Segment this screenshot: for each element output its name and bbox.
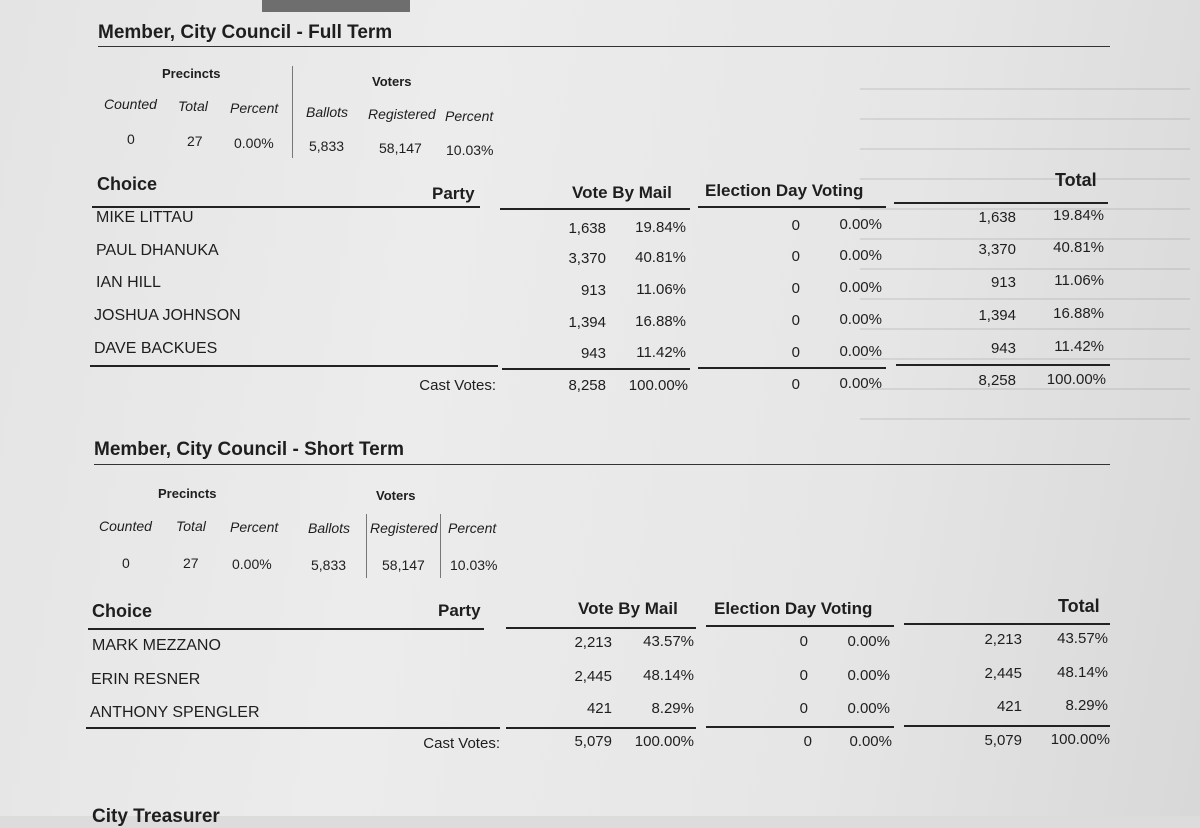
cast-vbm-percent: 100.00% bbox=[634, 733, 694, 750]
cast-rule-vbm bbox=[502, 368, 690, 370]
candidate-name: PAUL DHANUKA bbox=[96, 242, 219, 259]
vbm-votes: 943 bbox=[580, 345, 606, 362]
eday-percent: 0.00% bbox=[839, 279, 882, 296]
total-votes: 3,370 bbox=[978, 241, 1016, 258]
cast-eday: 0 bbox=[791, 376, 800, 393]
stat-header-registered: Registered bbox=[370, 520, 438, 536]
header-rule-choice bbox=[92, 206, 480, 208]
cast-rule-total bbox=[896, 364, 1110, 366]
cast-vbm-percent: 100.00% bbox=[628, 377, 688, 394]
col-choice: Choice bbox=[97, 174, 158, 194]
vbm-votes: 913 bbox=[580, 282, 606, 299]
total-percent: 19.84% bbox=[1053, 207, 1104, 224]
cast-total-percent: 100.00% bbox=[1046, 371, 1106, 388]
eday-votes: 0 bbox=[791, 217, 800, 234]
eday-percent: 0.00% bbox=[839, 247, 882, 264]
cast-votes-label: Cast Votes: bbox=[423, 735, 500, 752]
cast-vbm: 5,079 bbox=[574, 733, 612, 750]
vbm-votes: 2,445 bbox=[574, 668, 612, 685]
stat-total: 27 bbox=[187, 133, 203, 149]
stat-header-voter-percent: Percent bbox=[448, 520, 497, 536]
total-percent: 16.88% bbox=[1053, 305, 1104, 322]
total-percent: 48.14% bbox=[1057, 664, 1108, 681]
header-rule-eday bbox=[698, 206, 886, 208]
candidate-name: MARK MEZZANO bbox=[92, 637, 221, 654]
header-rule-total bbox=[894, 202, 1108, 204]
vbm-votes: 421 bbox=[586, 700, 612, 717]
stat-header-counted: Counted bbox=[99, 518, 152, 534]
cast-rule-vbm bbox=[506, 727, 696, 729]
header-rule-eday bbox=[706, 625, 894, 627]
stat-counted: 0 bbox=[127, 131, 135, 147]
total-votes: 943 bbox=[990, 340, 1016, 357]
eday-votes: 0 bbox=[791, 248, 800, 265]
stat-total: 27 bbox=[183, 555, 199, 571]
vbm-percent: 43.57% bbox=[643, 633, 694, 650]
title-rule bbox=[94, 464, 1110, 465]
race-title: Member, City Council - Short Term bbox=[94, 439, 405, 460]
vbm-percent: 8.29% bbox=[651, 700, 694, 717]
total-votes: 2,213 bbox=[984, 631, 1022, 648]
eday-votes: 0 bbox=[791, 280, 800, 297]
total-votes: 1,638 bbox=[978, 209, 1016, 226]
col-total: Total bbox=[1055, 170, 1097, 190]
eday-percent: 0.00% bbox=[839, 343, 882, 360]
stat-ballots: 5,833 bbox=[311, 557, 347, 573]
cast-rule-choice bbox=[86, 727, 500, 729]
stat-header-ballots: Ballots bbox=[306, 104, 349, 120]
col-party: Party bbox=[432, 184, 475, 203]
cast-rule-choice bbox=[90, 365, 498, 367]
eday-percent: 0.00% bbox=[847, 700, 890, 717]
vbm-percent: 11.06% bbox=[636, 281, 686, 298]
stat-header-counted: Counted bbox=[104, 96, 157, 112]
stat-header-total: Total bbox=[176, 518, 206, 534]
eday-percent: 0.00% bbox=[847, 633, 890, 650]
eday-votes: 0 bbox=[791, 312, 800, 329]
total-percent: 40.81% bbox=[1053, 239, 1104, 256]
col-election-day: Election Day Voting bbox=[714, 599, 873, 618]
col-vote-by-mail: Vote By Mail bbox=[572, 183, 672, 202]
stat-header-ballots: Ballots bbox=[308, 520, 351, 536]
total-percent: 43.57% bbox=[1057, 630, 1108, 647]
eday-votes: 0 bbox=[799, 700, 808, 717]
candidate-name: IAN HILL bbox=[96, 274, 161, 291]
stat-registered: 58,147 bbox=[379, 140, 422, 156]
col-total: Total bbox=[1058, 596, 1100, 616]
stat-voter-percent: 10.03% bbox=[446, 142, 494, 158]
cast-rule-eday bbox=[706, 726, 894, 728]
vbm-percent: 19.84% bbox=[635, 219, 686, 236]
vbm-percent: 16.88% bbox=[635, 313, 686, 330]
stat-registered: 58,147 bbox=[382, 557, 425, 573]
stat-divider bbox=[440, 514, 441, 578]
voters-label: Voters bbox=[372, 74, 412, 89]
col-election-day: Election Day Voting bbox=[705, 181, 864, 200]
cast-total: 5,079 bbox=[984, 732, 1022, 749]
stat-divider bbox=[292, 66, 293, 158]
col-party: Party bbox=[438, 601, 481, 620]
stat-voter-percent: 10.03% bbox=[450, 557, 498, 573]
total-votes: 421 bbox=[996, 698, 1022, 715]
stat-header-total: Total bbox=[178, 98, 208, 114]
race-title: Member, City Council - Full Term bbox=[98, 22, 393, 43]
stat-ballots: 5,833 bbox=[309, 138, 345, 154]
cast-eday-percent: 0.00% bbox=[849, 733, 892, 750]
candidate-name: DAVE BACKUES bbox=[94, 340, 218, 357]
stat-percent: 0.00% bbox=[232, 556, 272, 572]
header-rule-choice bbox=[88, 628, 484, 630]
vbm-votes: 1,638 bbox=[568, 220, 606, 237]
total-percent: 11.06% bbox=[1054, 272, 1104, 289]
eday-percent: 0.00% bbox=[847, 667, 890, 684]
eday-percent: 0.00% bbox=[839, 216, 882, 233]
vbm-percent: 11.42% bbox=[636, 344, 686, 361]
total-votes: 2,445 bbox=[984, 665, 1022, 682]
total-votes: 1,394 bbox=[978, 307, 1016, 324]
cast-eday: 0 bbox=[803, 733, 812, 750]
vbm-percent: 48.14% bbox=[643, 667, 694, 684]
precincts-label: Precincts bbox=[158, 486, 217, 501]
header-rule-vbm bbox=[500, 208, 690, 210]
eday-votes: 0 bbox=[799, 667, 808, 684]
total-votes: 913 bbox=[990, 274, 1016, 291]
cast-eday-percent: 0.00% bbox=[839, 375, 882, 392]
header-rule-total bbox=[904, 623, 1110, 625]
vbm-votes: 1,394 bbox=[568, 314, 606, 331]
candidate-name: JOSHUA JOHNSON bbox=[94, 307, 241, 324]
next-section-title: City Treasurer bbox=[92, 806, 220, 827]
col-choice: Choice bbox=[92, 601, 153, 621]
vbm-percent: 40.81% bbox=[635, 249, 686, 266]
title-rule bbox=[98, 46, 1110, 47]
cast-vbm: 8,258 bbox=[568, 377, 606, 394]
candidate-name: MIKE LITTAU bbox=[96, 209, 194, 226]
eday-votes: 0 bbox=[791, 344, 800, 361]
header-rule-vbm bbox=[506, 627, 696, 629]
stat-header-percent: Percent bbox=[230, 100, 279, 116]
col-vote-by-mail: Vote By Mail bbox=[578, 599, 678, 618]
cast-total: 8,258 bbox=[978, 372, 1016, 389]
total-percent: 8.29% bbox=[1065, 697, 1108, 714]
vbm-votes: 2,213 bbox=[574, 634, 612, 651]
stat-divider bbox=[366, 514, 367, 578]
precincts-label: Precincts bbox=[162, 66, 221, 81]
total-percent: 11.42% bbox=[1054, 338, 1104, 355]
stat-header-registered: Registered bbox=[368, 106, 436, 122]
stat-percent: 0.00% bbox=[234, 135, 274, 151]
stat-counted: 0 bbox=[122, 555, 130, 571]
vbm-votes: 3,370 bbox=[568, 250, 606, 267]
back-page-bleed bbox=[860, 60, 1190, 760]
cast-rule-eday bbox=[698, 367, 886, 369]
cast-votes-label: Cast Votes: bbox=[419, 377, 496, 394]
candidate-name: ANTHONY SPENGLER bbox=[90, 704, 260, 721]
candidate-name: ERIN RESNER bbox=[91, 671, 201, 688]
voters-label: Voters bbox=[376, 488, 416, 503]
stat-header-voter-percent: Percent bbox=[445, 108, 494, 124]
cast-rule-total bbox=[904, 725, 1110, 727]
cast-total-percent: 100.00% bbox=[1050, 731, 1110, 748]
stat-header-percent: Percent bbox=[230, 519, 279, 535]
photo-edge bbox=[262, 0, 410, 12]
eday-percent: 0.00% bbox=[839, 311, 882, 328]
eday-votes: 0 bbox=[799, 633, 808, 650]
